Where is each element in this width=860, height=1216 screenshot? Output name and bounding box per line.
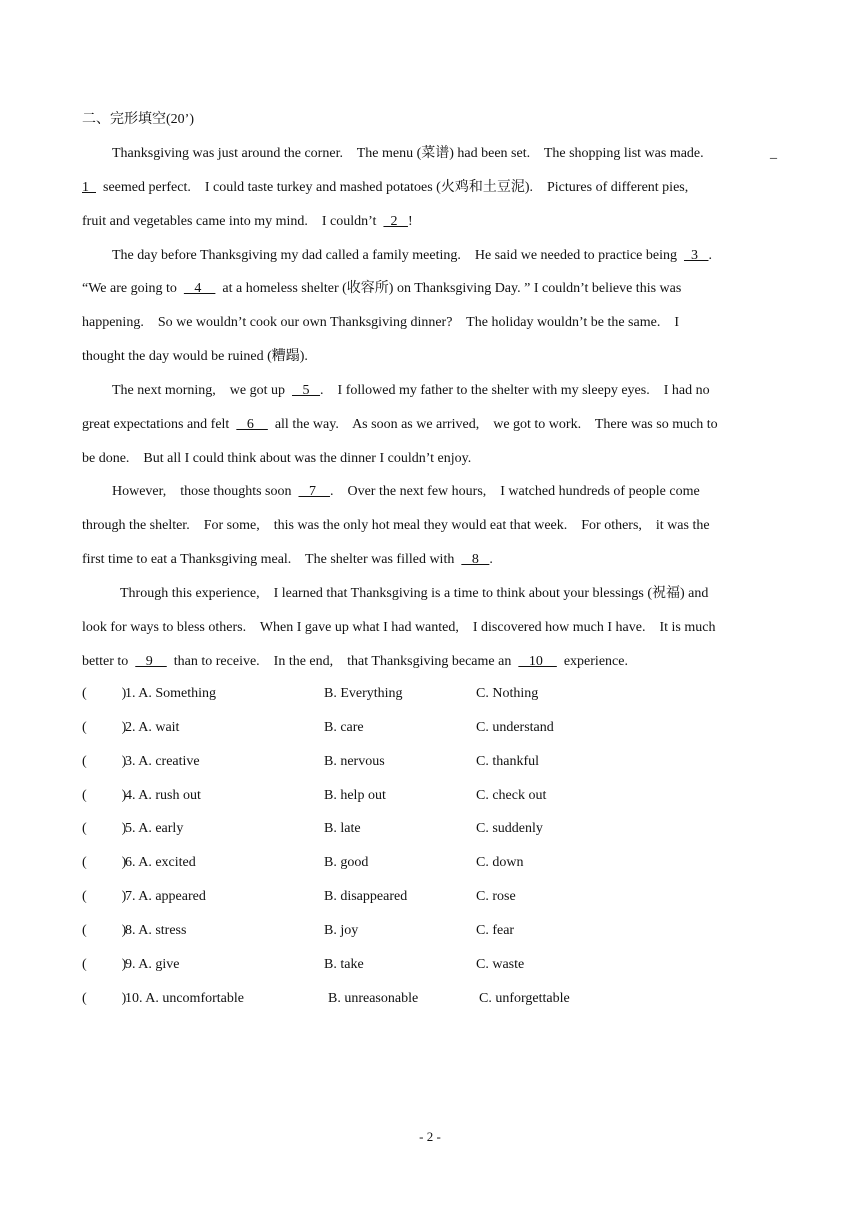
answer-slot[interactable]: ( ) — [82, 922, 127, 938]
passage-text: “We are going to — [82, 281, 184, 297]
passage-line — [82, 239, 780, 273]
passage-text: great expectations and felt — [82, 416, 237, 432]
question-row — [82, 948, 780, 982]
answer-slot[interactable]: ( ) — [82, 956, 127, 972]
page-number: - 2 - — [419, 1129, 441, 1144]
passage-line — [82, 543, 780, 577]
passage-text: than to receive. In the end, that Thanksgiving became an — [166, 653, 519, 669]
answer-slot[interactable]: ( ) — [82, 787, 127, 803]
answer-slot[interactable]: ( ) — [82, 719, 127, 735]
option-a: 8. A. stress — [125, 922, 187, 938]
passage-line: through the shelter. For some, this was the only hot meal they would eat that week. For others, it was the — [82, 518, 710, 534]
question-row — [82, 880, 780, 914]
blank-5: 5 — [292, 382, 321, 398]
passage-text: at a homeless shelter (收容所) on Thanksgiving Day. ” I couldn’t believe this was — [215, 281, 682, 297]
passage-line: look for ways to bless others. When I gave up what I had wanted, I discovered how much I have. It is much — [82, 619, 716, 635]
option-b: B. unreasonable — [328, 990, 419, 1006]
option-b: B. take — [324, 956, 364, 972]
option-b: B. nervous — [324, 753, 385, 769]
passage-text: experience. — [556, 653, 628, 669]
option-b: B. joy — [324, 922, 359, 938]
blank-3: 3 — [683, 247, 709, 263]
blank-1: 1 — [82, 179, 96, 195]
section-title: 二、完形填空(20’) — [82, 112, 194, 127]
passage-text: The day before Thanksgiving my dad called a family meeting. He said we needed to practice being — [112, 247, 684, 263]
blank-6: 6 — [236, 416, 268, 432]
passage-text: ! — [407, 213, 413, 229]
cloze-passage — [82, 137, 780, 679]
option-b: B. Everything — [324, 686, 403, 701]
option-a: 2. A. wait — [125, 719, 180, 735]
option-a: 4. A. rush out — [125, 787, 201, 803]
passage-text: fruit and vegetables came into my mind. I couldn’t — [82, 213, 384, 229]
passage-line: happening. So we wouldn’t cook our own Thanksgiving dinner? The holiday wouldn’t be the same. I — [82, 315, 679, 331]
passage-line — [82, 645, 780, 679]
answer-slot[interactable]: ( ) — [82, 889, 127, 905]
question-row — [82, 914, 780, 948]
passage-text: seemed perfect. I could taste turkey and mashed potatoes (火鸡和土豆泥). Pictures of different pies, — [96, 179, 689, 195]
answer-slot[interactable]: ( ) — [82, 821, 127, 837]
option-c: C. thankful — [476, 753, 539, 769]
option-a: 9. A. give — [125, 956, 180, 972]
passage-line — [82, 137, 780, 171]
passage-text: . — [708, 247, 712, 263]
passage-text: . Over the next few hours, I watched hundreds of people come — [329, 484, 700, 500]
option-a: 3. A. creative — [125, 753, 200, 769]
passage-text: first time to eat a Thanksgiving meal. The shelter was filled with — [82, 552, 462, 568]
passage-text: Thanksgiving was just around the corner. The menu (菜谱) had been set. The shopping list was made. — [112, 146, 718, 161]
blank-marker: _ — [770, 146, 777, 161]
answer-slot[interactable]: ( ) — [82, 990, 127, 1006]
answer-slot[interactable]: ( ) — [82, 686, 127, 701]
option-a: 10. A. uncomfortable — [125, 990, 244, 1006]
blank-4: 4 — [183, 281, 216, 297]
question-row — [82, 745, 780, 779]
option-c: C. rose — [476, 889, 516, 905]
passage-line — [82, 272, 780, 306]
question-row — [82, 711, 780, 745]
passage-line — [82, 408, 780, 442]
passage-text: . — [489, 552, 493, 568]
option-c: C. waste — [476, 956, 525, 972]
blank-8: 8 — [461, 552, 490, 568]
option-a: 6. A. excited — [125, 855, 196, 871]
passage-line — [82, 475, 780, 509]
passage-text: all the way. As soon as we arrived, we got to work. There was so much to — [267, 416, 718, 432]
option-c: C. down — [476, 855, 524, 871]
option-b: B. disappeared — [324, 889, 408, 905]
passage-text: However, those thoughts soon — [112, 484, 299, 500]
option-b: B. good — [324, 855, 369, 871]
question-row — [82, 779, 780, 813]
option-b: B. help out — [324, 787, 386, 803]
option-c: C. unforgettable — [479, 990, 570, 1006]
passage-line: thought the day would be ruined (糟蹋). — [82, 349, 308, 365]
passage-line: Through this experience, I learned that Thanksgiving is a time to think about your blessings (祝福) and — [120, 585, 709, 601]
option-c: C. fear — [476, 922, 515, 938]
option-a: 7. A. appeared — [125, 889, 206, 905]
passage-line — [82, 171, 780, 205]
passage-line: be done. But all I could think about was the dinner I couldn’t enjoy. — [82, 450, 472, 466]
question-row — [82, 677, 780, 711]
question-row — [82, 846, 780, 880]
option-c: C. check out — [476, 787, 547, 803]
answer-slot[interactable]: ( ) — [82, 753, 127, 769]
passage-text: better to — [82, 653, 136, 669]
question-row — [82, 982, 780, 1016]
blank-10: 10 — [518, 653, 557, 669]
option-a: 5. A. early — [125, 821, 184, 837]
passage-text: The next morning, we got up — [112, 382, 293, 398]
question-row — [82, 812, 780, 846]
answer-slot[interactable]: ( ) — [82, 855, 127, 871]
answer-options — [82, 677, 780, 1015]
blank-7: 7 — [298, 484, 330, 500]
blank-9: 9 — [135, 653, 167, 669]
option-c: C. understand — [476, 719, 554, 735]
option-b: B. care — [324, 719, 364, 735]
passage-text: . I followed my father to the shelter with my sleepy eyes. I had no — [320, 382, 710, 398]
passage-line — [82, 205, 780, 239]
blank-2: 2 — [383, 213, 408, 229]
option-c: C. Nothing — [476, 686, 539, 701]
option-b: B. late — [324, 821, 361, 837]
option-c: C. suddenly — [476, 821, 543, 837]
option-a: 1. A. Something — [125, 686, 217, 701]
passage-line — [82, 374, 780, 408]
